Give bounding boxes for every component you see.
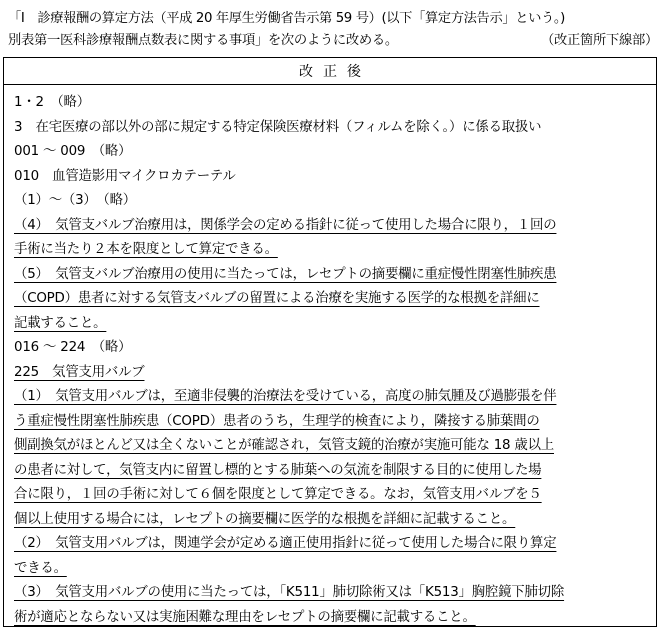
underlined-line: 個以上使用する場合には，レセプトの摘要欄に医学的な根拠を詳細に記載すること。 xyxy=(14,511,516,527)
underlined-line: 記載すること。 xyxy=(14,315,107,331)
underlined-line: （1） 気管支用バルブは，至適非侵襲的治療法を受けている，高度の肺気腫及び過膨張を伴 xyxy=(14,389,557,404)
underlined-line: （3） 気管支用バルブの使用に当たっては，「K511」肺切除術又は「K513」胸腔鏡下肺切除 xyxy=(14,585,565,600)
underlined-line: できる。 xyxy=(14,560,67,576)
underlined-line: の患者に対して，気管支内に留置し標的とする肺葉への気流を制限する目的に使用した場 xyxy=(14,462,542,478)
text-line: 001 ～ 009 （略） xyxy=(14,144,132,159)
intro-line-2 xyxy=(8,30,658,52)
table-body xyxy=(4,85,656,630)
table-header: 改正後 xyxy=(4,58,656,85)
underlined-line: う重症慢性閉塞性肺疾患（COPD）患者のうち，生理学的検査により，隣接する肺葉間の xyxy=(14,413,540,429)
underlined-line: 225 気管支用バルブ xyxy=(14,364,145,380)
underlined-line: （5） 気管支バルブ治療用の使用に当たっては，レセプトの摘要欄に重症慢性閉塞性肺疾患 xyxy=(14,266,557,282)
text-line: 016 ～ 224 （略） xyxy=(14,340,132,355)
intro-paragraph xyxy=(8,8,658,52)
underlined-line: （2） 気管支用バルブは，関連学会が定める適正使用指針に従って使用した場合に限り算定 xyxy=(14,536,557,551)
underlined-line: 合に限り，１回の手術に対して６個を限度として算定できる。なお，気管支用バルブを５ xyxy=(14,487,542,502)
underlined-line: （4） 気管支バルブ治療用は，関係学会の定める指針に従って使用した場合に限り，１回の xyxy=(14,217,557,233)
underlined-line: 手術に当たり２本を限度として算定できる。 xyxy=(14,242,278,257)
text-line: 1・2 （略） xyxy=(14,95,90,110)
underlined-line: 側副換気がほとんど又は全くないことが確認され，気管支鏡的治療が実施可能な 18 歳以上 xyxy=(14,438,554,453)
revision-table xyxy=(3,57,657,627)
underlined-line: （COPD）患者に対する気管支バルブの留置による治療を実施する医学的な根拠を詳細に xyxy=(14,291,540,306)
text-line: 010 血管造影用マイクロカテーテル xyxy=(14,168,236,184)
intro-line-2-text: 別表第一医科診療報酬点数表に関する事項」を次のように改める。 xyxy=(8,33,398,48)
revision-note: （改正箇所下線部） xyxy=(541,33,658,48)
text-line: （1）～（3） （略） xyxy=(14,193,136,208)
underlined-line: 術が適応とならない又は実施困難な理由をレセプトの摘要欄に記載すること。 xyxy=(14,609,476,625)
text-line: 3 在宅医療の部以外の部に規定する特定保険医療材料（フィルムを除く。）に係る取扱い xyxy=(14,119,542,135)
intro-line-1: 「Ⅰ 診療報酬の算定方法（平成 20 年厚生労働省告示第 59 号）(以下「算定方法告示」という。) xyxy=(8,11,565,26)
